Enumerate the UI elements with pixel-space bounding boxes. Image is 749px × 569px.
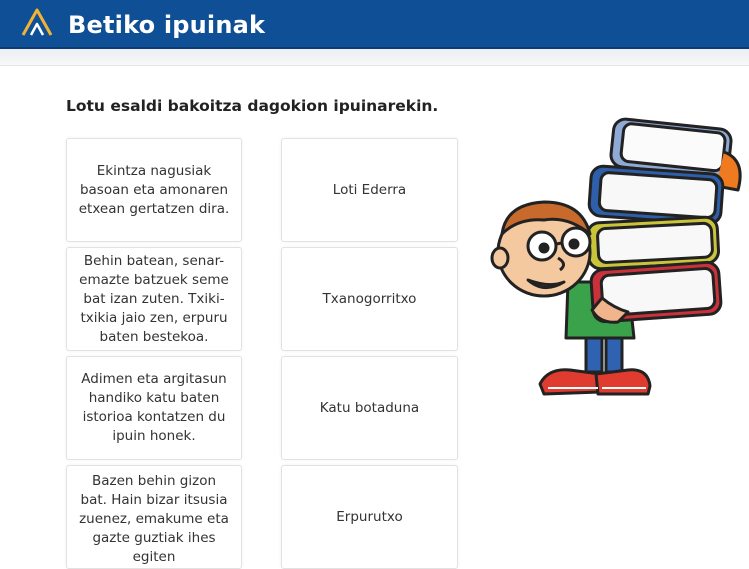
description-card[interactable] xyxy=(66,465,242,569)
description-text: Ekintza nagusiak basoan eta amonaren etxean gertatzen dira. xyxy=(78,162,230,217)
description-text: Bazen behin gizon bat. Hain bizar itsusia zuenez, emakume eta gazte guztiak ihes egiten xyxy=(79,473,229,565)
story-title-text: Katu botaduna xyxy=(319,399,420,416)
exercise-instruction: Lotu esaldi bakoitza dagokion ipuinarekin. xyxy=(66,97,439,115)
description-card[interactable] xyxy=(66,247,242,351)
story-title-card[interactable] xyxy=(281,356,458,460)
description-text: Adimen eta argitasun handiko katu baten istorioa kontatzen du ipuin honek. xyxy=(81,371,227,444)
app-header xyxy=(0,0,749,49)
description-text: Behin batean, senar-emazte batzuek seme bat izan zuten. Txiki-txikia jaio zen, erpuru baten bestekoa. xyxy=(79,252,229,345)
story-title-text: Loti Ederra xyxy=(332,181,407,198)
story-title-text: Txanogorritxo xyxy=(322,290,417,307)
description-card[interactable] xyxy=(66,356,242,460)
boy-carrying-books-icon xyxy=(488,112,749,402)
story-title-card[interactable] xyxy=(281,465,458,569)
description-card[interactable] xyxy=(66,138,242,242)
toolbar-strip xyxy=(0,49,749,66)
story-title-card[interactable] xyxy=(281,138,458,242)
story-title-text: Erpurutxo xyxy=(336,508,403,525)
app-title: Betiko ipuinak xyxy=(68,11,266,39)
a-logo-icon xyxy=(20,7,54,37)
story-title-card[interactable] xyxy=(281,247,458,351)
